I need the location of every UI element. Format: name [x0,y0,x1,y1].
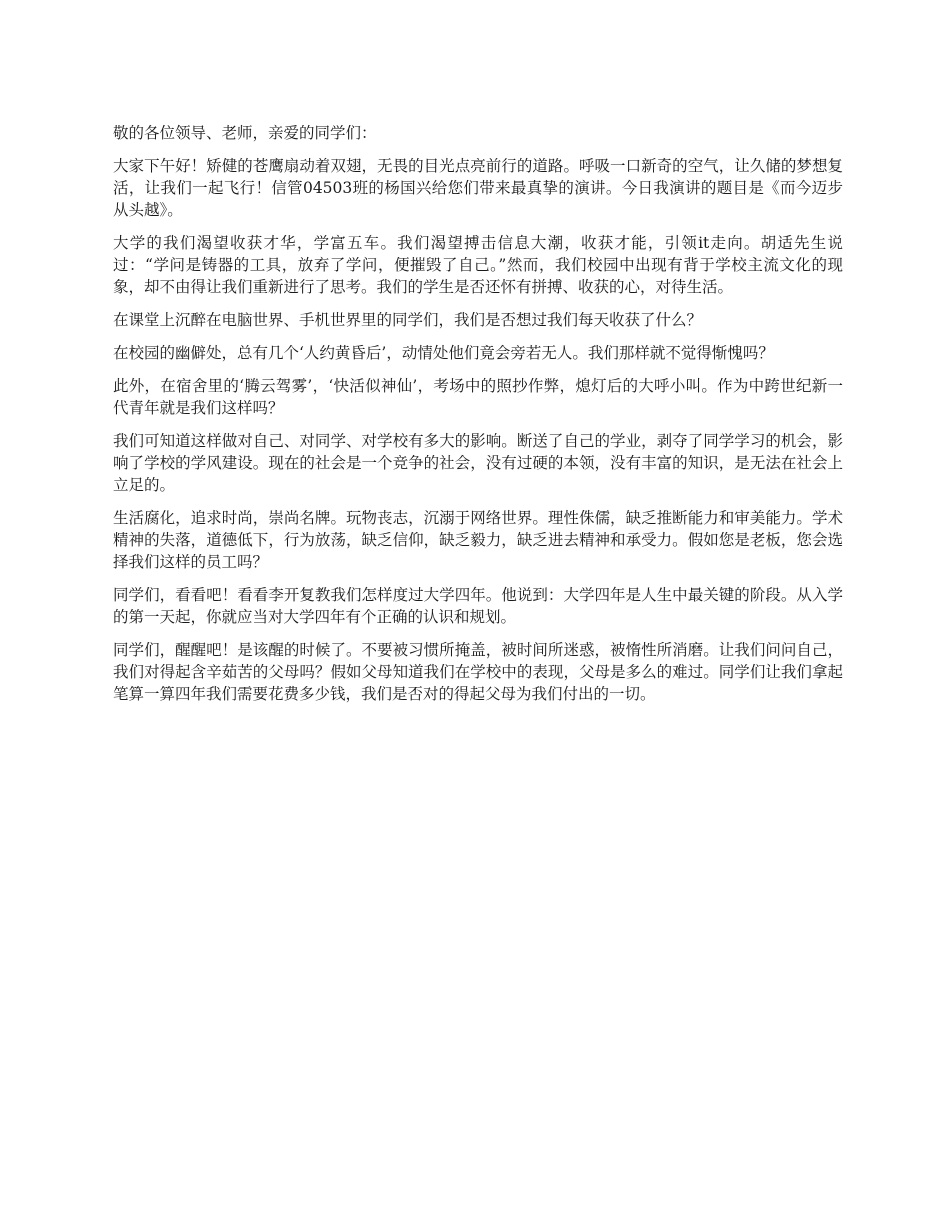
document-body [113,122,843,716]
body-paragraph: 同学们，醒醒吧！是该醒的时候了。不要被习惯所掩盖，被时间所迷惑，被惰性所消磨。让我们问问自己，我们对得起含辛茹苦的父母吗？假如父母知道我们在学校中的表现，父母是多么的难过。同学们让我们拿起笔算一算四年我们需要花费多少钱，我们是否对的得起父母为我们付出的一切。 [113,641,843,703]
body-paragraph: 我们可知道这样做对自己、对同学、对学校有多大的影响。断送了自己的学业，剥夺了同学学习的机会，影响了学校的学风建设。现在的社会是一个竞争的社会，没有过硬的本领，没有丰富的知识，是无法在社会上立足的。 [113,432,843,494]
body-paragraph: 大学的我们渴望收获才华，学富五车。我们渴望搏击信息大潮，收获才能，引领it走向。胡适先生说过：“学问是铸器的工具，放弃了学问，便摧毁了自己。”然而，我们校园中出现有背于学校主流文化的现象，却不由得让我们重新进行了思考。我们的学生是否还怀有拼搏、收获的心，对待生活。 [113,234,843,296]
body-paragraph: 大家下午好！矫健的苍鹰扇动着双翅，无畏的目光点亮前行的道路。呼吸一口新奇的空气，让久储的梦想复活，让我们一起飞行！信管04503班的杨国兴给您们带来最真挚的演讲。今日我演讲的题目是《而今迈步从头越》。 [113,157,843,219]
body-paragraph: 生活腐化，追求时尚，崇尚名牌。玩物丧志，沉溺于网络世界。理性侏儒，缺乏推断能力和审美能力。学术精神的失落，道德低下，行为放荡，缺乏信仰，缺乏毅力，缺乏进去精神和承受力。假如您是老板，您会选择我们这样的员工吗？ [113,509,843,571]
body-paragraph: 在课堂上沉醉在电脑世界、手机世界里的同学们，我们是否想过我们每天收获了什么？ [113,311,703,329]
body-paragraph: 在校园的幽僻处，总有几个‘人约黄昏后’，动情处他们竟会旁若无人。我们那样就不觉得惭愧吗？ [113,344,774,362]
salutation-paragraph: 敬的各位领导、老师，亲爱的同学们： [113,124,377,142]
body-paragraph: 此外，在宿舍里的‘腾云驾雾’，‘快活似神仙’，考场中的照抄作弊，熄灯后的大呼小叫。作为中跨世纪新一代青年就是我们这样吗？ [113,377,843,417]
body-paragraph: 同学们，看看吧！看看李开复教我们怎样度过大学四年。他说到：大学四年是人生中最关键的阶段。从入学的第一天起，你就应当对大学四年有个正确的认识和规划。 [113,586,843,626]
